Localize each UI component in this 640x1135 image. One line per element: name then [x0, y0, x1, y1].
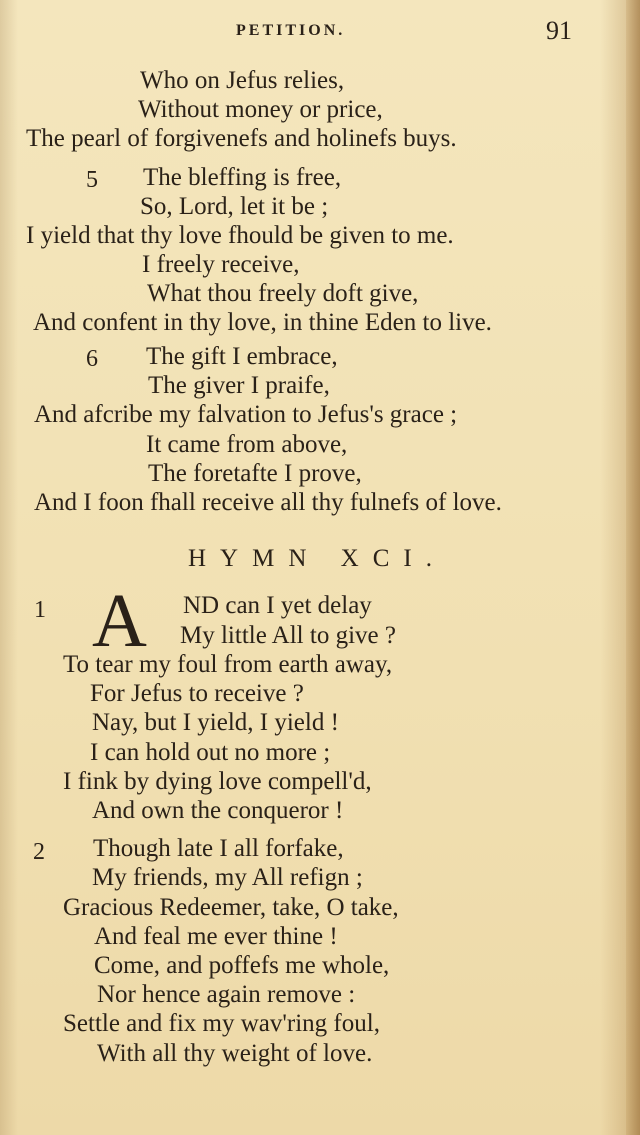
verse-line: I yield that thy love fhould be given to me.	[26, 222, 454, 249]
verse-line: And own the conqueror !	[92, 797, 344, 824]
stanza-number: 6	[86, 346, 98, 372]
hymn-title: HYMN XCI.	[188, 545, 446, 572]
verse-line: My friends, my All refign ;	[92, 864, 363, 891]
verse-line: Though late I all forfake,	[93, 835, 344, 862]
verse-line: I freely receive,	[142, 251, 300, 278]
stanza-number: 1	[34, 597, 46, 623]
verse-line: With all thy weight of love.	[97, 1040, 373, 1067]
verse-line: And feal me ever thine !	[94, 923, 338, 950]
verse-line: Without money or price,	[138, 96, 383, 123]
verse-line: Settle and fix my wav'ring foul,	[63, 1010, 380, 1037]
verse-line: To tear my foul from earth away,	[63, 651, 393, 678]
stanza-number: 2	[33, 839, 45, 865]
verse-line: So, Lord, let it be ;	[140, 193, 329, 220]
verse-line: ND can I yet delay	[183, 592, 372, 619]
verse-line: I can hold out no more ;	[90, 739, 331, 766]
page-number: 91	[546, 16, 572, 45]
verse-line: The foretafte I prove,	[148, 460, 362, 487]
page-edge	[626, 0, 640, 1135]
stanza-number: 5	[86, 167, 98, 193]
verse-line: And afcribe my falvation to Jefus's grace ;	[34, 401, 458, 428]
verse-line: Who on Jefus relies,	[140, 67, 345, 94]
verse-line: And I foon fhall receive all thy fulnefs of love.	[34, 489, 502, 516]
drop-cap: A	[92, 579, 147, 663]
verse-line: I fink by dying love compell'd,	[63, 768, 372, 795]
verse-line: What thou freely doft give,	[147, 280, 419, 307]
verse-line: The gift I embrace,	[146, 343, 338, 370]
verse-line: My little All to give ?	[180, 622, 396, 649]
verse-line: Come, and poffefs me whole,	[94, 952, 390, 979]
running-head: PETITION.	[236, 22, 346, 39]
verse-line: The bleffing is free,	[143, 164, 342, 191]
verse-line: For Jefus to receive ?	[90, 680, 304, 707]
verse-line: The giver I praife,	[148, 372, 330, 399]
verse-line: It came from above,	[146, 431, 348, 458]
verse-line: The pearl of forgivenefs and holinefs buys.	[26, 125, 457, 152]
verse-line: Nor hence again remove :	[97, 981, 356, 1008]
verse-line: Nay, but I yield, I yield !	[92, 709, 339, 736]
verse-line: And confent in thy love, in thine Eden to live.	[33, 309, 492, 336]
verse-line: Gracious Redeemer, take, O take,	[63, 894, 399, 921]
